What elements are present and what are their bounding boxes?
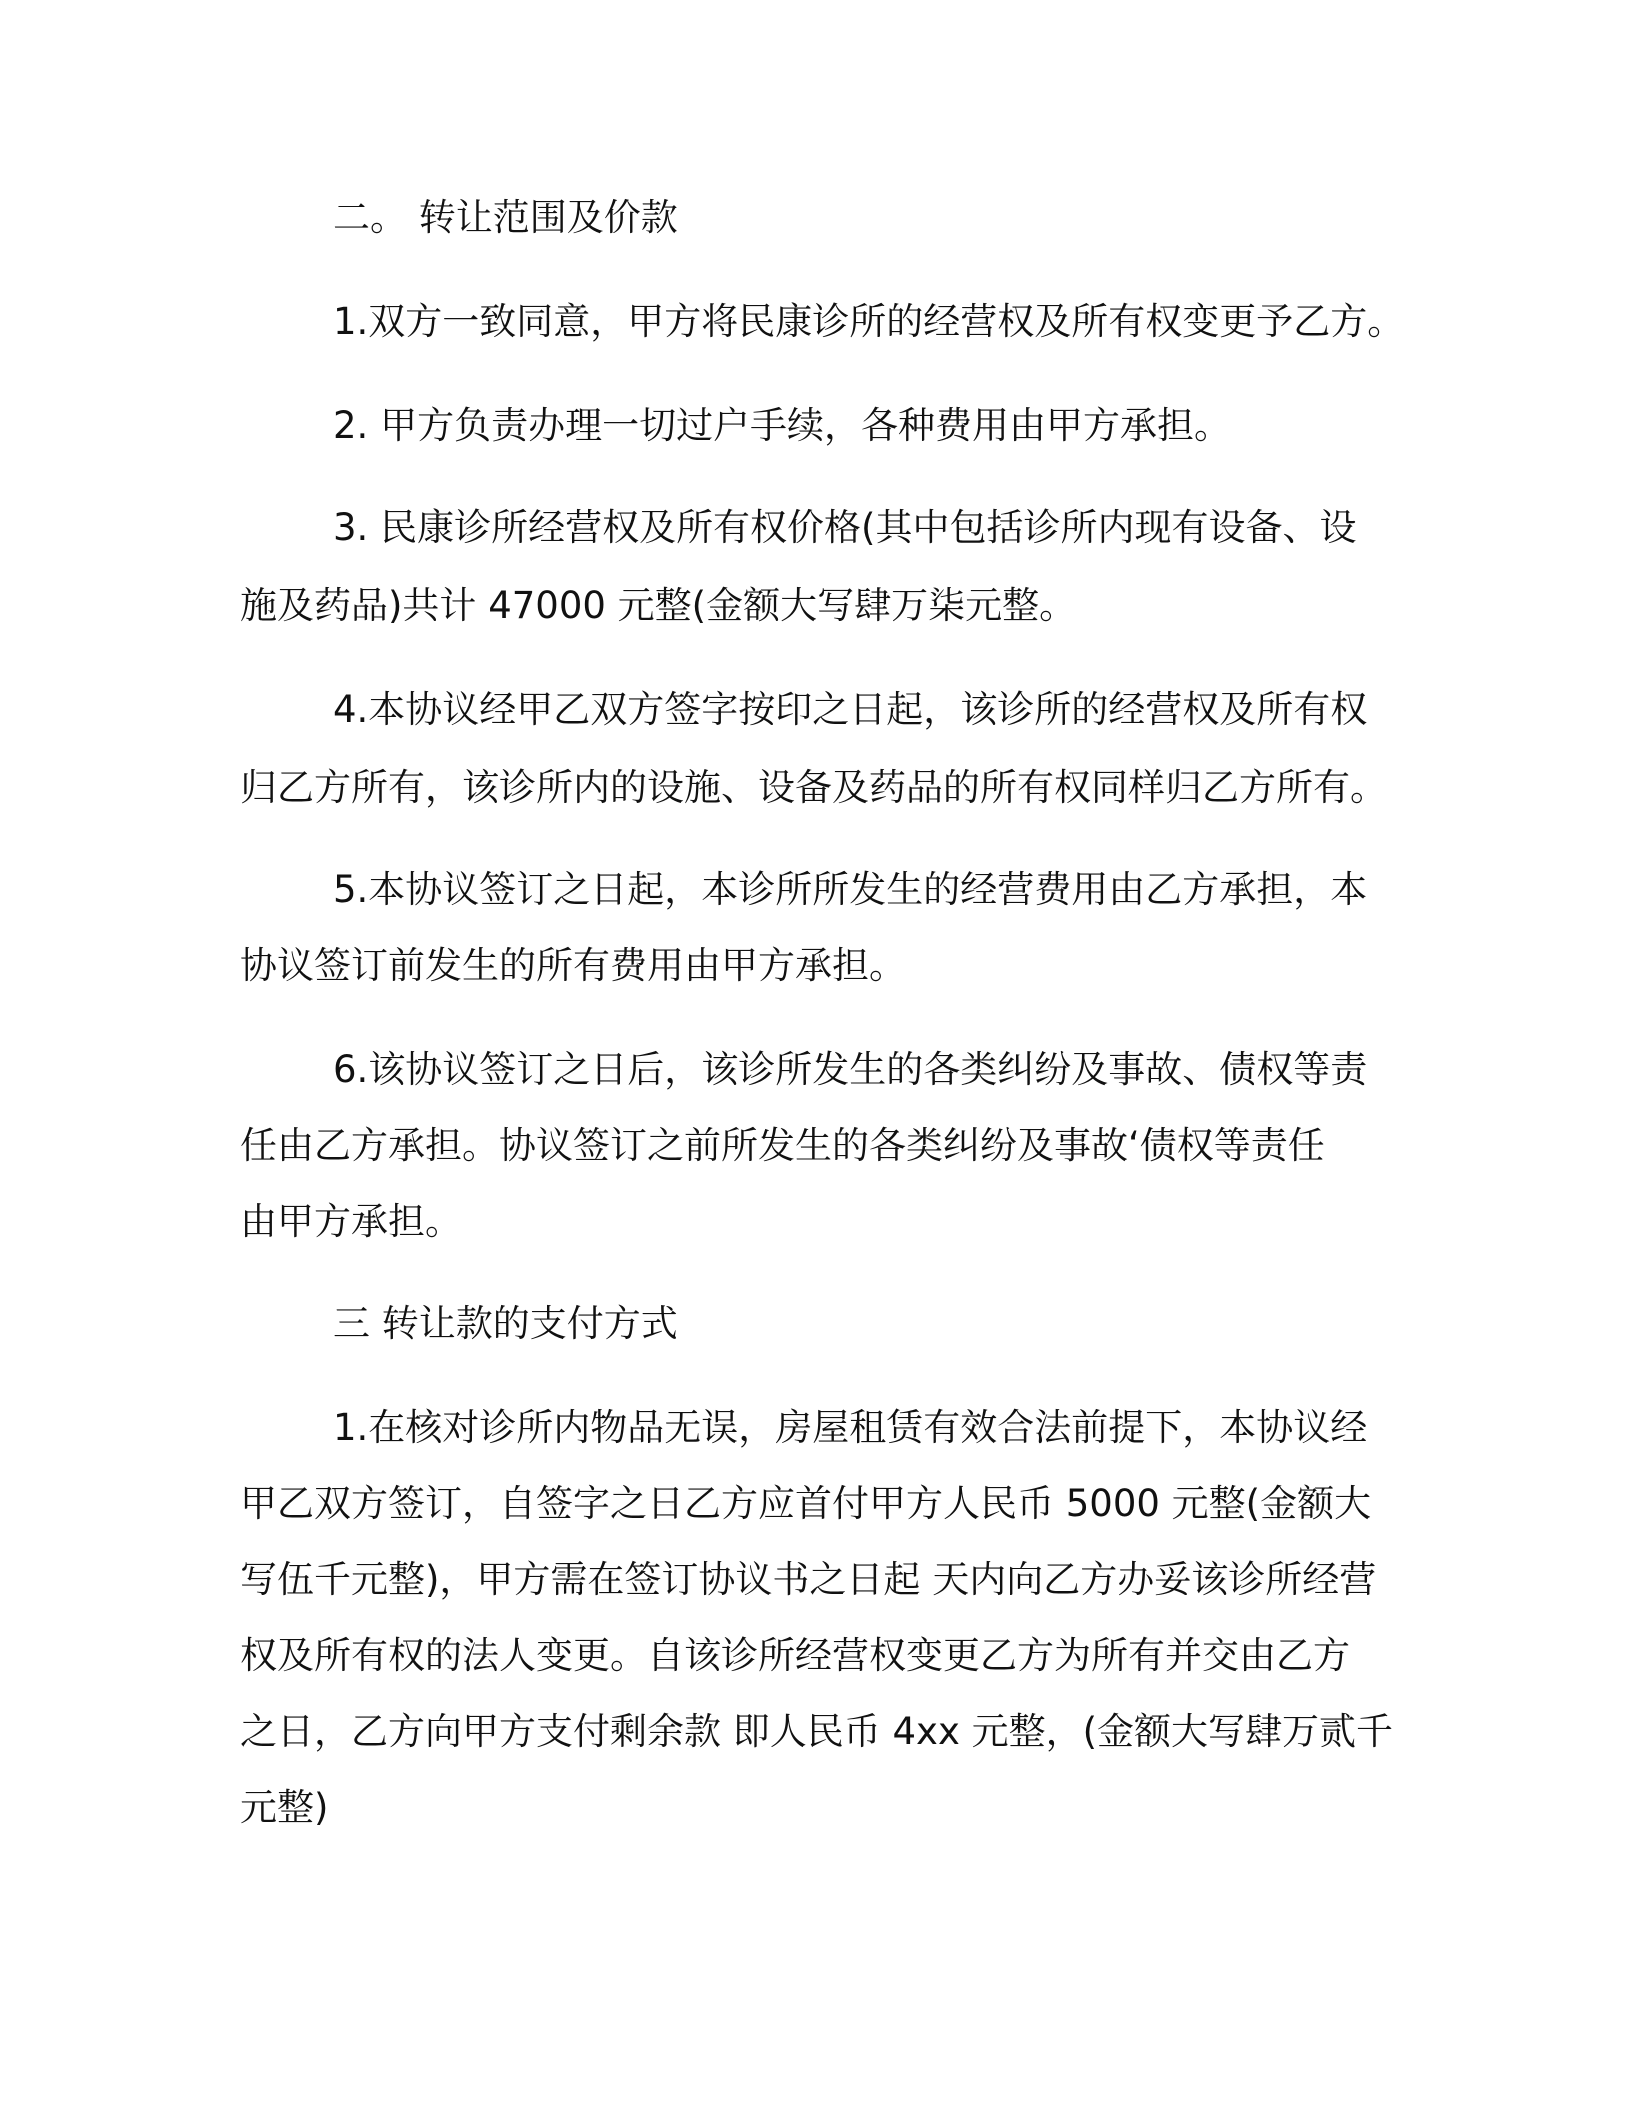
section-heading: 三 转让款的支付方式 bbox=[333, 1302, 678, 1345]
clause-6-line-3: 由甲方承担。 bbox=[240, 1200, 462, 1243]
payment-clause-1-line-4: 权及所有权的法人变更。自该诊所经营权变更乙方为所有并交由乙方 bbox=[240, 1634, 1350, 1677]
clause-3-line-1: 3. 民康诊所经营权及所有权价格(其中包括诊所内现有设备、设 bbox=[333, 506, 1357, 549]
payment-clause-1-line-5: 之日，乙方向甲方支付剩余款 即人民币 4xx 元整，(金额大写肆万贰千 bbox=[240, 1710, 1394, 1753]
clause-4-line-1: 4.本协议经甲乙双方签字按印之日起，该诊所的经营权及所有权 bbox=[333, 688, 1368, 731]
payment-clause-1-line-2: 甲乙双方签订，自签字之日乙方应首付甲方人民币 5000 元整(金额大 bbox=[240, 1482, 1372, 1525]
clause-2-line-1: 2. 甲方负责办理一切过户手续，各种费用由甲方承担。 bbox=[333, 404, 1232, 447]
clause-5-line-1: 5.本协议签订之日起，本诊所所发生的经营费用由乙方承担，本 bbox=[333, 868, 1368, 911]
clause-1-line-1: 1.双方一致同意，甲方将民康诊所的经营权及所有权变更予乙方。 bbox=[333, 300, 1405, 343]
clause-4-line-2: 归乙方所有，该诊所内的设施、设备及药品的所有权同样归乙方所有。 bbox=[240, 766, 1387, 809]
clause-3-line-2: 施及药品)共计 47000 元整(金额大写肆万柒元整。 bbox=[240, 584, 1077, 627]
clause-5-line-2: 协议签订前发生的所有费用由甲方承担。 bbox=[240, 944, 906, 987]
payment-clause-1-line-1: 1.在核对诊所内物品无误，房屋租赁有效合法前提下，本协议经 bbox=[333, 1406, 1368, 1449]
payment-clause-1-line-3: 写伍千元整)，甲方需在签订协议书之日起 天内向乙方办妥该诊所经营 bbox=[240, 1558, 1377, 1601]
clause-6-line-1: 6.该协议签订之日后，该诊所发生的各类纠纷及事故、债权等责 bbox=[333, 1048, 1368, 1091]
clause-6-line-2: 任由乙方承担。协议签订之前所发生的各类纠纷及事故‘债权等责任 bbox=[240, 1124, 1325, 1167]
section-heading: 二。 转让范围及价款 bbox=[333, 196, 678, 239]
payment-clause-1-line-6: 元整) bbox=[240, 1786, 329, 1829]
